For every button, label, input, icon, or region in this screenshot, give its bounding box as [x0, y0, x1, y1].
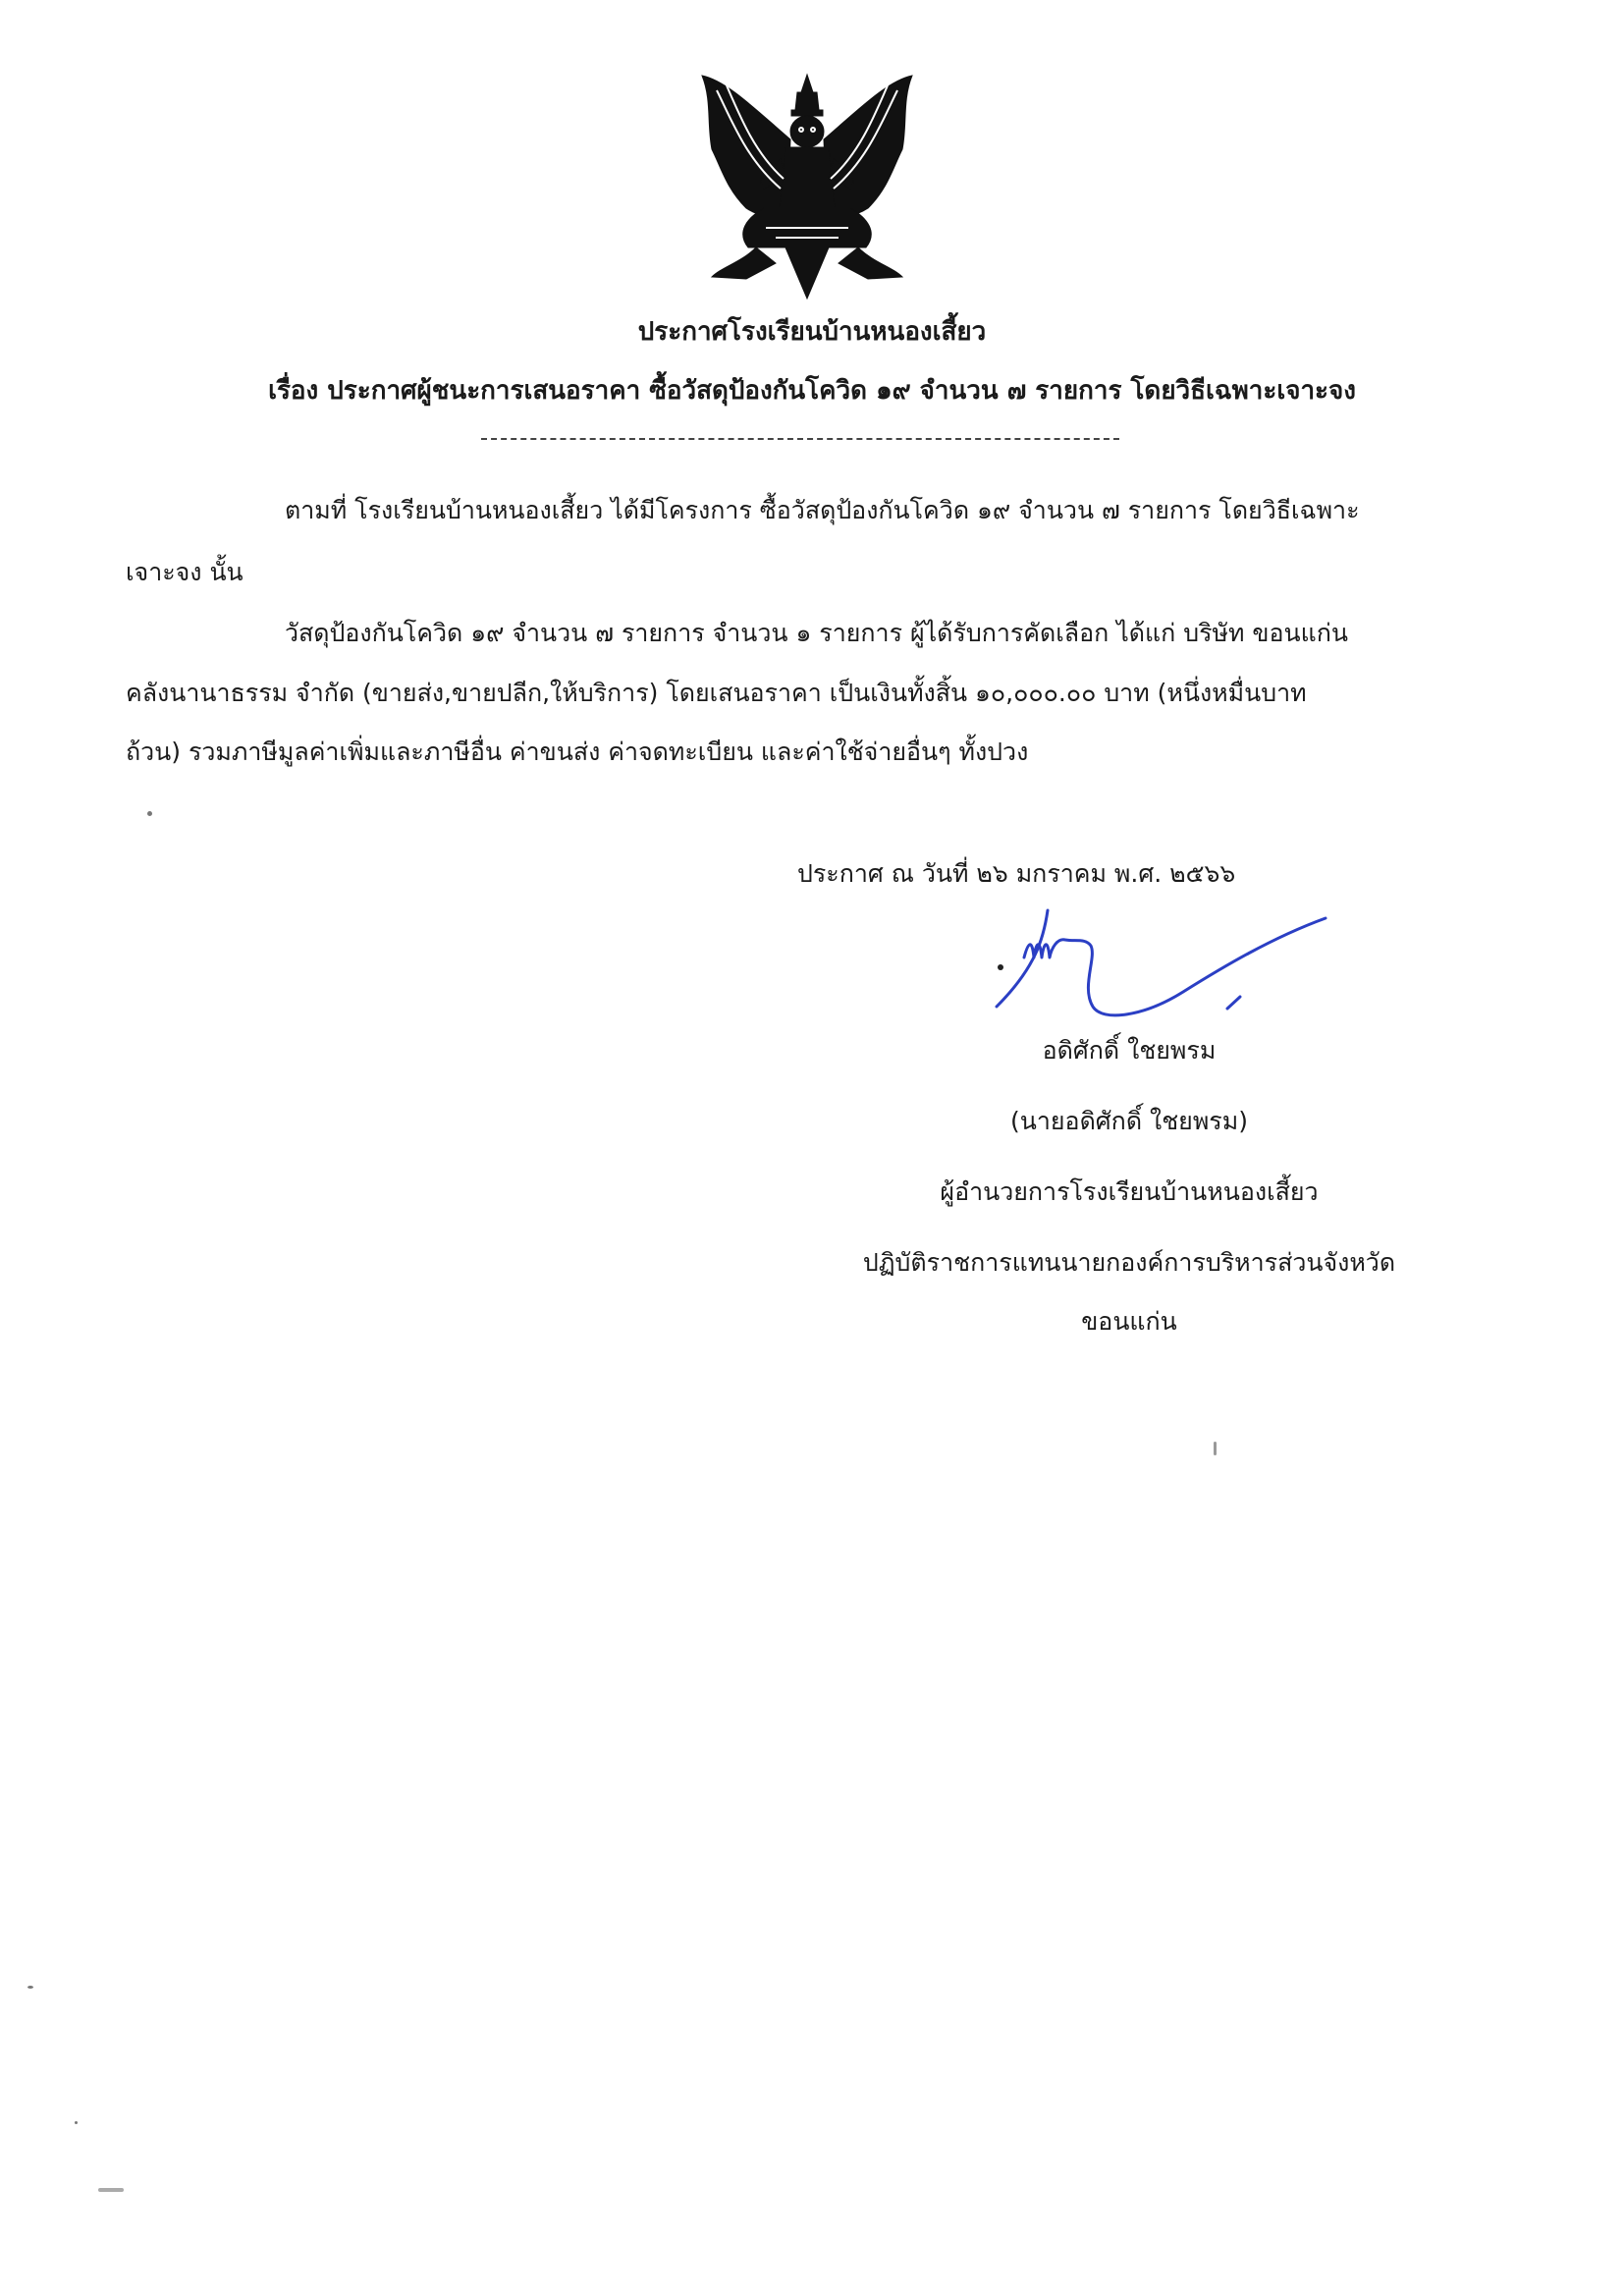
- paragraph-2-line-2: คลังนานาธรรม จำกัด (ขายส่ง,ขายปลีก,ให้บริการ) โดยเสนอราคา เป็นเงินทั้งสิ้น ๑๐,๐๐๐.๐๐ บาท (หนึ่งหมื่นบาท: [126, 679, 1307, 707]
- signer-name: อดิศักดิ์ ใชยพรม: [1042, 1036, 1217, 1065]
- scan-speck: [27, 1986, 33, 1989]
- announce-date: ประกาศ ณ วันที่ ๒๖ มกราคม พ.ศ. ๒๕๖๖: [797, 859, 1236, 888]
- signer-position-3: ขอนแก่น: [1081, 1307, 1177, 1336]
- scan-speck: [1214, 1442, 1217, 1455]
- scan-speck: [75, 2121, 78, 2124]
- signer-full-name: (นายอดิศักดิ์ ใชยพรม): [1010, 1107, 1248, 1135]
- paragraph-1-line-1: ตามที่ โรงเรียนบ้านหนองเสี้ยว ได้มีโครงการ ซื้อวัสดุป้องกันโควิด ๑๙ จำนวน ๗ รายการ โดยวิธีเฉพาะ: [285, 496, 1360, 524]
- divider-line: [481, 438, 1119, 440]
- paragraph-2-line-3: ถ้วน) รวมภาษีมูลค่าเพิ่มและภาษีอื่น ค่าขนส่ง ค่าจดทะเบียน และค่าใช้จ่ายอื่นๆ ทั้งปวง: [126, 738, 1029, 766]
- garuda-emblem-icon: [687, 71, 928, 301]
- announcement-subject: เรื่อง ประกาศผู้ชนะการเสนอราคา ซื้อวัสดุป้องกันโควิด ๑๙ จำนวน ๗ รายการ โดยวิธีเฉพาะเจาะจง: [268, 376, 1356, 406]
- paragraph-1-line-2: เจาะจง นั้น: [126, 558, 244, 586]
- scan-speck: [98, 2188, 124, 2192]
- scan-speck: [147, 811, 152, 816]
- signer-position-1: ผู้อำนวยการโรงเรียนบ้านหนองเสี้ยว: [940, 1177, 1319, 1206]
- paragraph-2-line-1: วัสดุป้องกันโควิด ๑๙ จำนวน ๗ รายการ จำนวน ๑ รายการ ผู้ได้รับการคัดเลือก ได้แก่ บริษัท ขอนแก่น: [285, 619, 1348, 647]
- signer-position-2: ปฏิบัติราชการแทนนายกองค์การบริหารส่วนจังหวัด: [862, 1248, 1396, 1277]
- announcement-title: ประกาศโรงเรียนบ้านหนองเสี้ยว: [637, 317, 987, 347]
- handwritten-signature: [987, 899, 1340, 1031]
